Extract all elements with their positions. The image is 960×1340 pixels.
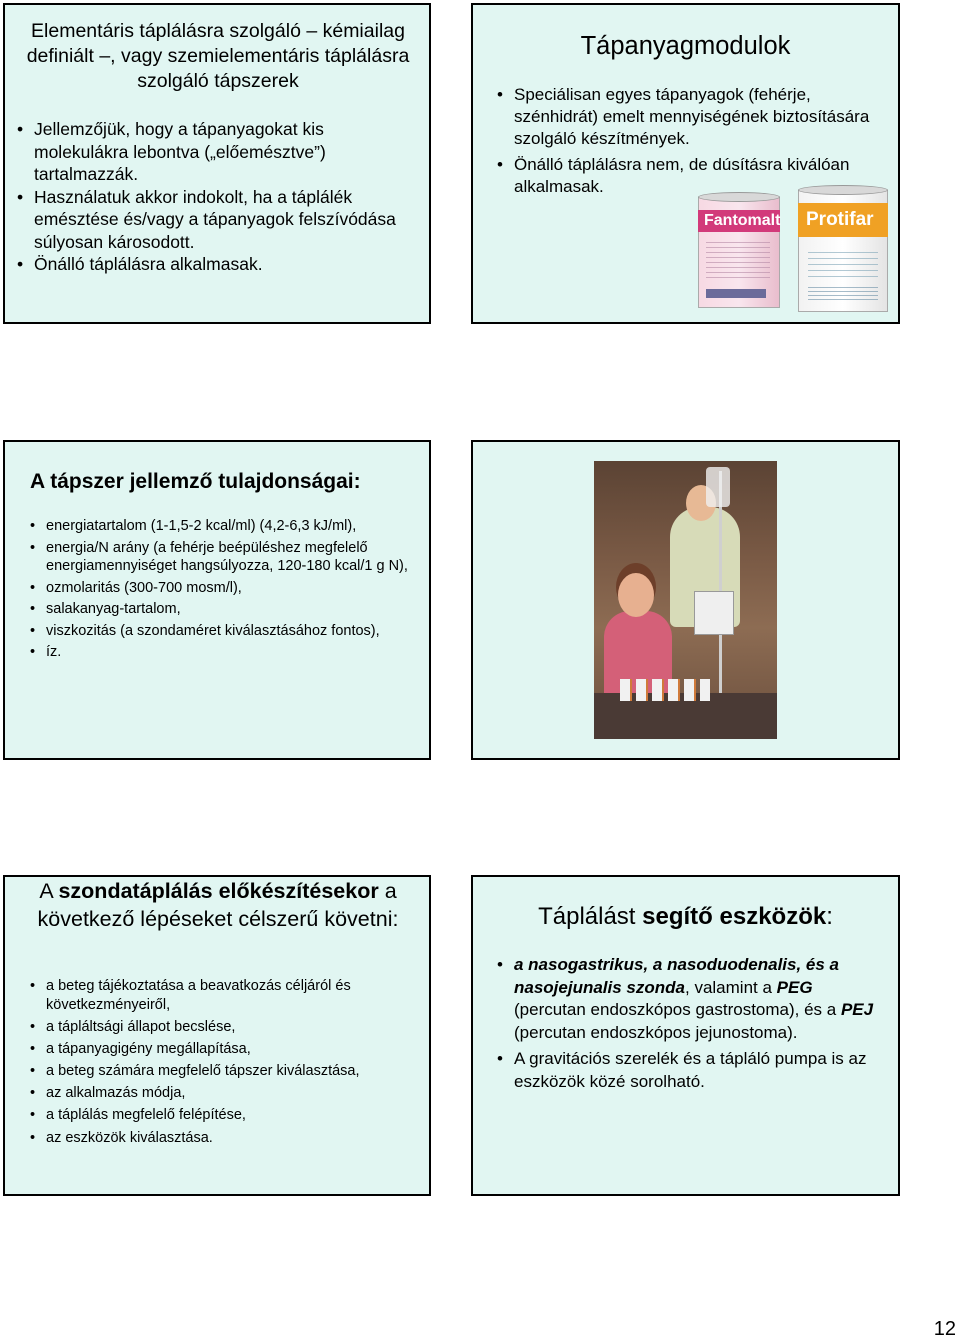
- bullet-item: • a tápláltsági állapot becslése,: [46, 1018, 421, 1037]
- body-text: (percutan endoszkópos gastrostoma), és a: [514, 1000, 841, 1019]
- title-part: A: [39, 879, 59, 903]
- protifar-can-image: [798, 185, 888, 312]
- bullet-item: • a beteg tájékoztatása a beavatkozás céljáról és következményeiről,: [46, 977, 421, 1014]
- product-brand-label: Fantomalt: [704, 212, 781, 229]
- bullet-list: [34, 118, 414, 276]
- title-part: :: [826, 903, 833, 930]
- bullet-item: • energiatartalom (1-1,5-2 kcal/ml) (4,2-6,3 kJ/ml),: [46, 517, 411, 536]
- bullet-item: • Speciálisan egyes tápanyagok (fehérje, szénhidrát) emelt mennyiségének biztosítására szolgáló készítmények.: [514, 84, 884, 150]
- slide-title: Tápanyagmodulok: [580, 32, 791, 60]
- bullet-item: • salakanyag-tartalom,: [46, 600, 411, 619]
- bullet-item: • Önálló táplálásra alkalmasak.: [34, 253, 414, 276]
- title-part: Táplálást: [538, 903, 643, 930]
- bullet-item: • A gravitációs szerelék és a tápláló pumpa is az eszközök közé sorolható.: [514, 1048, 884, 1093]
- bullet-item: • viszkozitás (a szondaméret kiválasztásához fontos),: [46, 622, 411, 641]
- body-text: (percutan endoszkópos jejunostoma).: [514, 1022, 798, 1042]
- bullet-item: • energia/N arány (a fehérje beépüléshez megfelelő energiamennyiséget hangsúlyozza, 120-180 kcal/1 g N),: [46, 539, 411, 576]
- page-number: 12: [933, 1318, 956, 1340]
- emphasis-text: PEG: [776, 977, 813, 997]
- slide-tapanyagmodulok: [471, 3, 900, 324]
- slide-title: [473, 902, 898, 932]
- bullet-item: • Használatuk akkor indokolt, ha a táplálék emésztése és/vagy a tápanyagok felszívódása súlyosan károsodott.: [34, 186, 414, 254]
- bullet-list: [46, 517, 411, 665]
- emphasis-text: a nasogastrikus, a nasoduodenalis, és a nasojejunalis szonda: [514, 955, 840, 997]
- bullet-item: • ozmolaritás (300-700 mosm/l),: [46, 579, 411, 598]
- bullet-item: • az eszközök kiválasztása.: [46, 1129, 421, 1148]
- slide-taplalast-segito-eszkozok: [471, 875, 900, 1196]
- enteral-feeding-photo: [594, 461, 777, 739]
- bullet-list: [46, 977, 421, 1151]
- slide-title: A tápszer jellemző tulajdonságai:: [30, 470, 361, 493]
- slide-title: [11, 877, 425, 933]
- bullet-item: • a táplálás megfelelő felépítése,: [46, 1106, 421, 1125]
- title-part: a következő lépéseket célszerű követni:: [37, 879, 399, 931]
- fantomalt-can-image: [698, 192, 780, 308]
- bullet-list: [514, 954, 884, 1097]
- bullet-item: • a beteg számára megfelelő tápszer kiválasztása,: [46, 1062, 421, 1081]
- title-emphasis: szondatáplálás előkészítésekor: [58, 879, 379, 903]
- slide-elementaris-tapszerek: [3, 3, 431, 324]
- bullet-item: • az alkalmazás módja,: [46, 1084, 421, 1103]
- body-text: , valamint a: [685, 977, 777, 997]
- slide-photo: [471, 440, 900, 760]
- title-emphasis: segítő eszközök: [642, 903, 827, 930]
- bullet-item: • a tápanyagigény megállapítása,: [46, 1040, 421, 1059]
- bullet-item: • Jellemzőjük, hogy a tápanyagokat kis molekulákra lebontva („előemésztve”) tartalmazzák.: [34, 118, 414, 186]
- bullet-item: [514, 954, 884, 1044]
- bullet-item: • íz.: [46, 643, 411, 662]
- slide-szondatapplalas-elokeszites: [3, 875, 431, 1196]
- bullet-item: • Önálló táplálásra nem, de dúsításra kiválóan alkalmasak.: [514, 154, 884, 198]
- slide-tapszer-tulajdonsagai: [3, 440, 431, 760]
- slide-title: Elementáris táplálásra szolgáló – kémiailag definiált –, vagy szemielementáris táplálásra szolgáló tápszerek: [26, 20, 410, 92]
- emphasis-text: PEJ: [840, 1000, 874, 1019]
- product-brand-label: Protifar: [806, 209, 874, 230]
